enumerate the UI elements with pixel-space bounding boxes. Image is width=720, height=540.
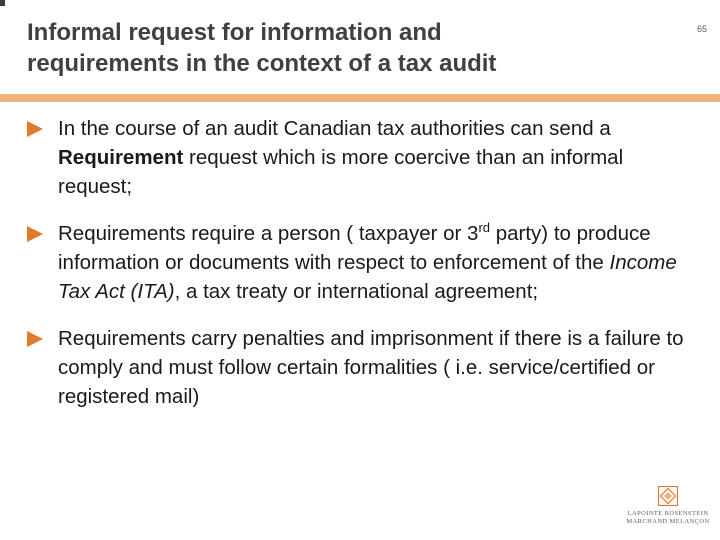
bullet-1-bold-term: Requirement — [58, 146, 184, 169]
bullet-item-1 — [27, 114, 697, 201]
bullet-arrow-icon — [27, 121, 43, 137]
slide-title-line-2: requirements in the context of a tax audit — [27, 50, 497, 77]
logo-text-line-1: LAPOINTE ROSENSTEIN — [627, 510, 709, 517]
page-number: 65 — [696, 24, 707, 34]
bullet-item-3 — [27, 324, 697, 411]
bullet-arrow-icon — [27, 226, 43, 242]
bullet-2-text-c: , a tax treaty or international agreement; — [174, 280, 539, 303]
bullet-1-text-a: In the course of an audit Canadian tax authorities can send a — [58, 117, 611, 140]
slide-title — [27, 17, 627, 79]
bullet-2-text-b: party) to produce information or documents with respect to enforcement of the — [58, 222, 651, 274]
firm-logo — [618, 486, 718, 526]
bullet-2-italic-act: Income Tax Act (ITA) — [58, 251, 677, 303]
logo-text-line-2: MARCHAND MELANÇON — [626, 518, 710, 525]
bullet-item-2 — [27, 219, 697, 306]
bullet-arrow-icon — [27, 331, 43, 347]
diamond-in-square-logo-icon — [658, 486, 678, 506]
bullet-2-text-a: Requirements require a person ( taxpayer or 3 — [58, 222, 479, 245]
bullet-2-superscript: rd — [478, 220, 491, 235]
title-divider — [0, 94, 720, 102]
corner-mark — [0, 0, 5, 6]
bullet-list — [27, 114, 697, 411]
bullet-1-text-b: request which is more coercive than an informal request; — [58, 146, 624, 198]
bullet-3-text: Requirements carry penalties and imprisonment if there is a failure to comply and must follow certain formalities ( i.e. service/certified or registered mail) — [58, 327, 684, 408]
slide-title-line-1: Informal request for information and — [27, 19, 442, 46]
